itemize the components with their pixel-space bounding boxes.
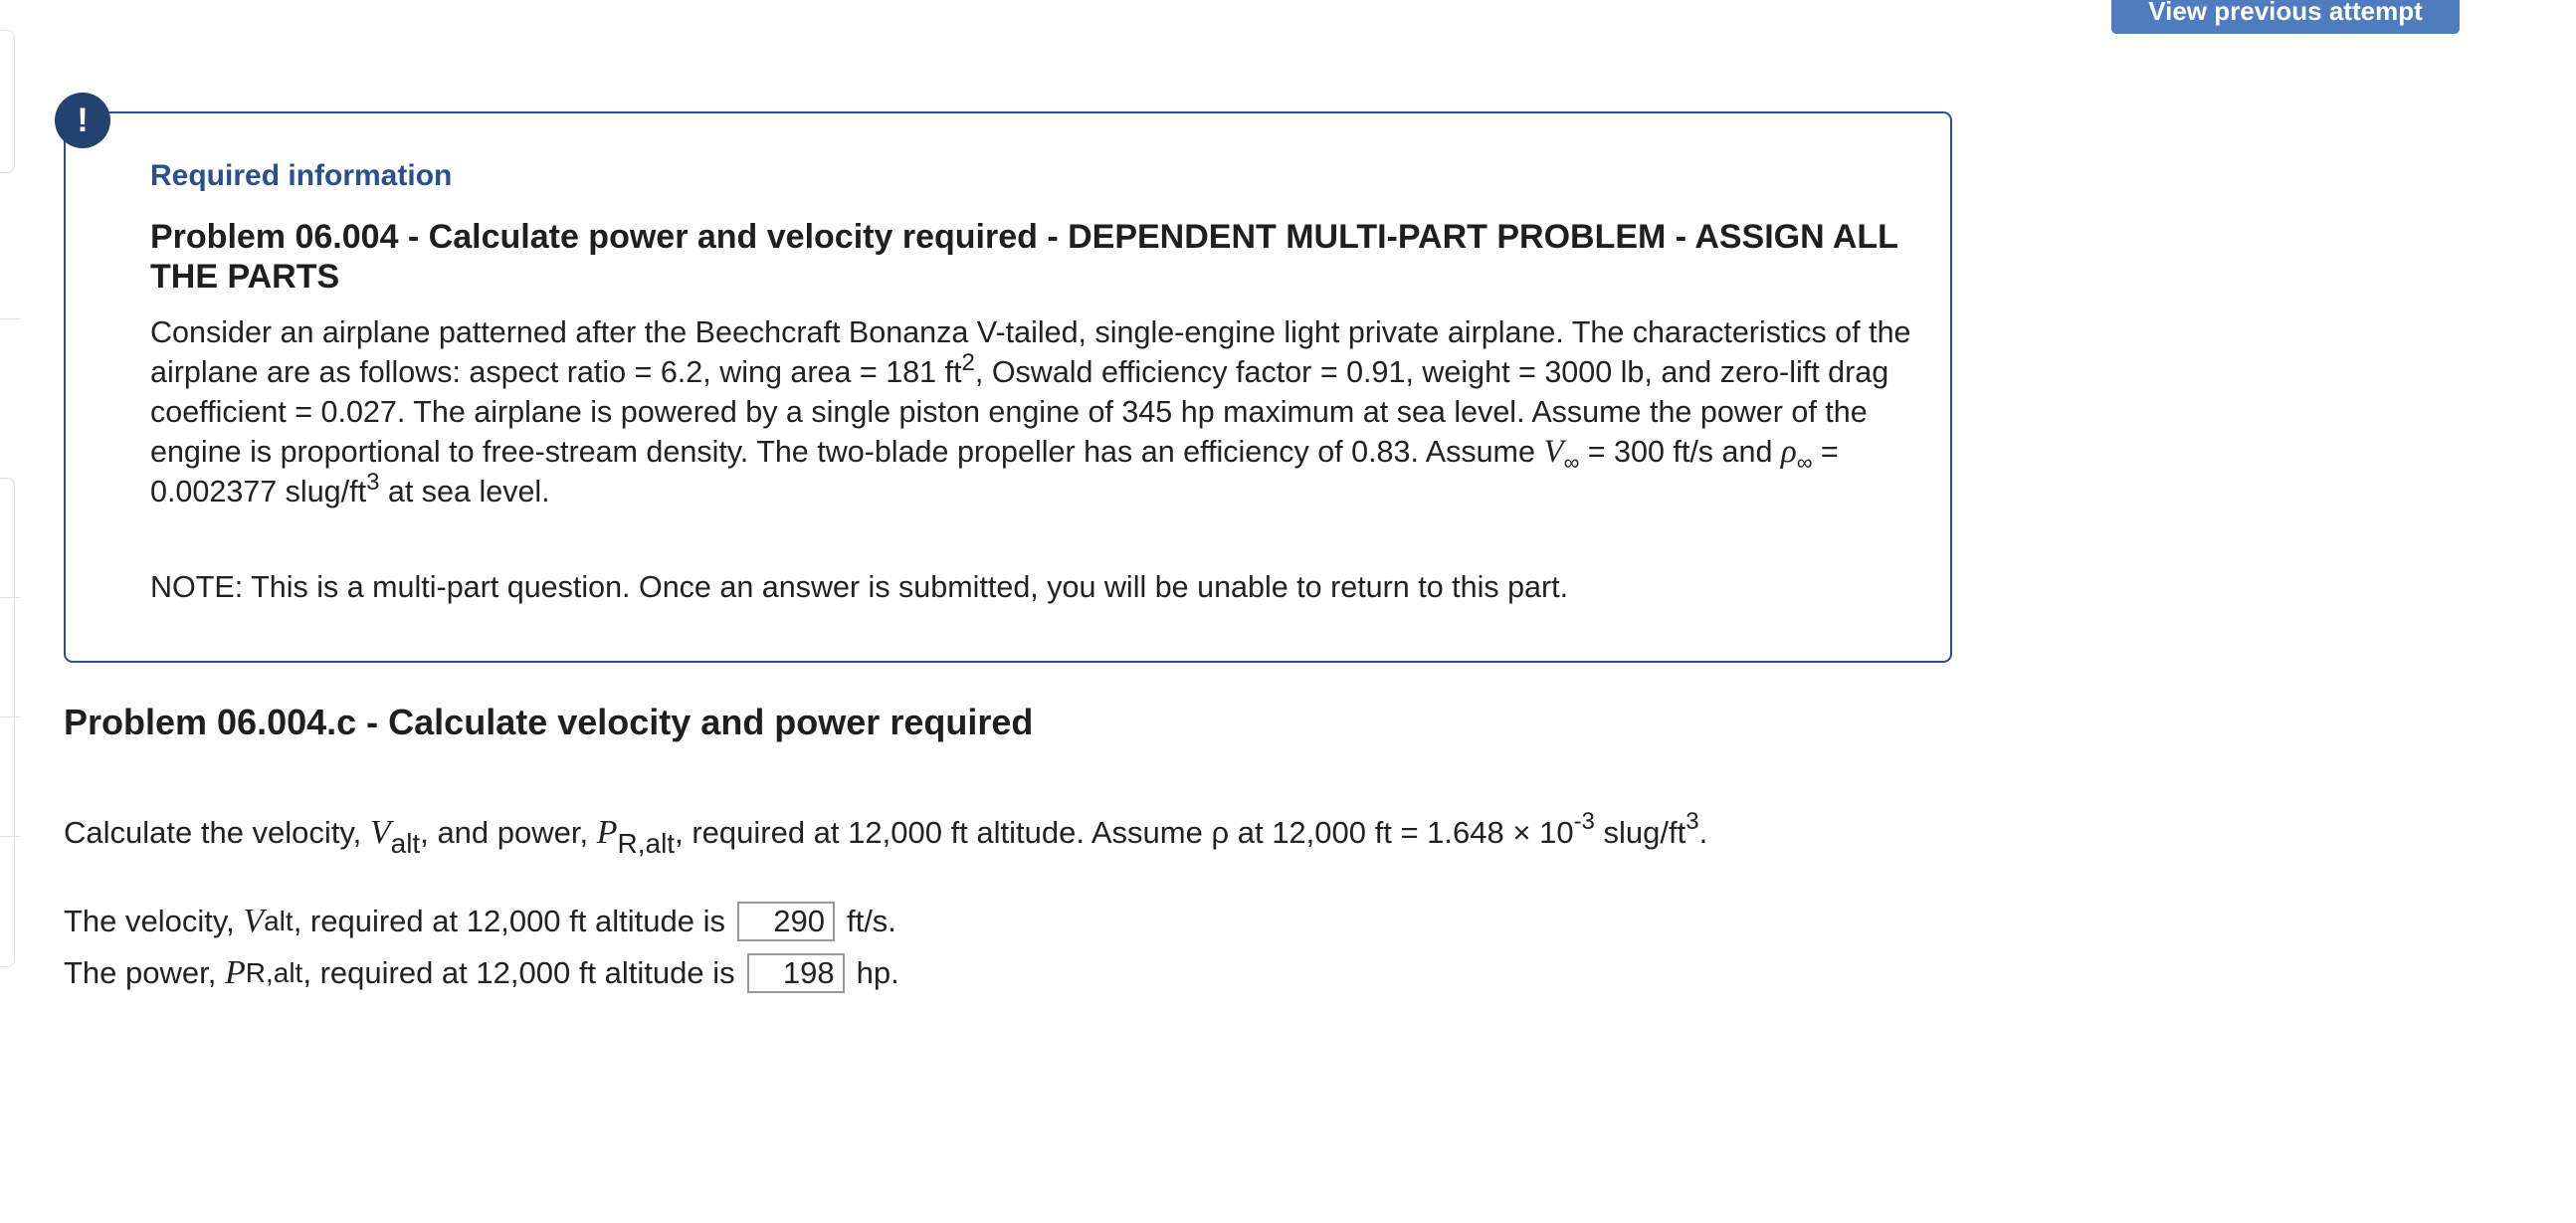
infinity-subscript: ∞ (1563, 450, 1580, 475)
part-title: Problem 06.004.c - Calculate velocity and power required (64, 702, 1034, 742)
velocity-symbol: V (1543, 434, 1564, 470)
exponent: -3 (1573, 808, 1595, 835)
power-symbol: P (224, 954, 246, 991)
left-divider (0, 597, 20, 598)
problem-title: Problem 06.004 - Calculate power and velocity required - DEPENDENT MULTI-PART PROBLEM - ASSIGN ALL THE PARTS (150, 218, 1898, 296)
density-symbol: ρ (1780, 434, 1797, 470)
question-fragment: slug/ft (1594, 815, 1686, 850)
velocity-symbol: V (243, 903, 265, 939)
view-previous-attempt-button[interactable]: View previous attempt (2111, 0, 2460, 34)
answer-label: The velocity, (64, 904, 244, 938)
subscript: alt (390, 828, 421, 859)
infinity-subscript: ∞ (1796, 450, 1813, 475)
subscript: R,alt (617, 828, 676, 859)
left-divider (0, 836, 20, 837)
velocity-answer-field[interactable]: 290 (737, 902, 835, 941)
description-text: at sea level. (379, 475, 550, 509)
description-text: Consider an airplane patterned after the Beechcraft Bonanza V-tailed, single-engine light private airplane. The characteristics of the airplane are as follows: aspect ratio = 6.2, wing area = 181 ft (150, 315, 1911, 389)
question-fragment: , required at 12,000 ft altitude. Assume ρ at 12,000 ft = 1.648 × 10 (675, 815, 1574, 850)
answer-label: The power, (64, 955, 225, 990)
exponent: 3 (1685, 808, 1699, 835)
alert-icon: ! (55, 93, 110, 148)
description-text: = 0.002377 slug/ft (150, 435, 1839, 509)
required-information-heading: Required information (150, 159, 453, 192)
description-text: , Oswald efficiency factor = 0.91, weight = 3000 lb, and zero-lift drag coefficient = 0.027. The airplane is powered by a single piston engine of 345 hp maximum at sea level. Assume the power of the engine is proportional to free-stream density. The two-blade propeller has an efficiency of 0.83. Assume (150, 355, 1889, 469)
superscript: 3 (366, 469, 380, 496)
left-panel-edge (0, 30, 15, 173)
question-text (64, 808, 1708, 859)
power-symbol: P (596, 814, 618, 851)
left-panel-edge (0, 478, 15, 967)
left-divider (0, 716, 20, 717)
superscript: 2 (961, 349, 975, 376)
description-text: = 300 ft/s and (1579, 435, 1781, 469)
answer-label: , required at 12,000 ft altitude is (302, 955, 735, 990)
power-answer-row: The power, P R,alt , required at 12,000 ft altitude is 198 hp. (64, 954, 899, 991)
question-fragment: . (1698, 815, 1708, 850)
unit-label: ft/s. (846, 904, 896, 938)
answer-label: , required at 12,000 ft altitude is (293, 904, 725, 938)
question-fragment: Calculate the velocity, (64, 815, 370, 850)
left-divider (0, 318, 20, 319)
problem-description (150, 312, 1911, 511)
unit-label: hp. (856, 955, 899, 990)
velocity-symbol: V (369, 814, 391, 851)
multi-part-note: NOTE: This is a multi-part question. Once an answer is submitted, you will be unable to return to this part. (150, 570, 1569, 604)
velocity-answer-row: The velocity, V alt , required at 12,000 ft altitude is 290 ft/s. (64, 903, 896, 939)
question-fragment: , and power, (420, 815, 597, 850)
power-answer-field[interactable]: 198 (747, 953, 845, 993)
